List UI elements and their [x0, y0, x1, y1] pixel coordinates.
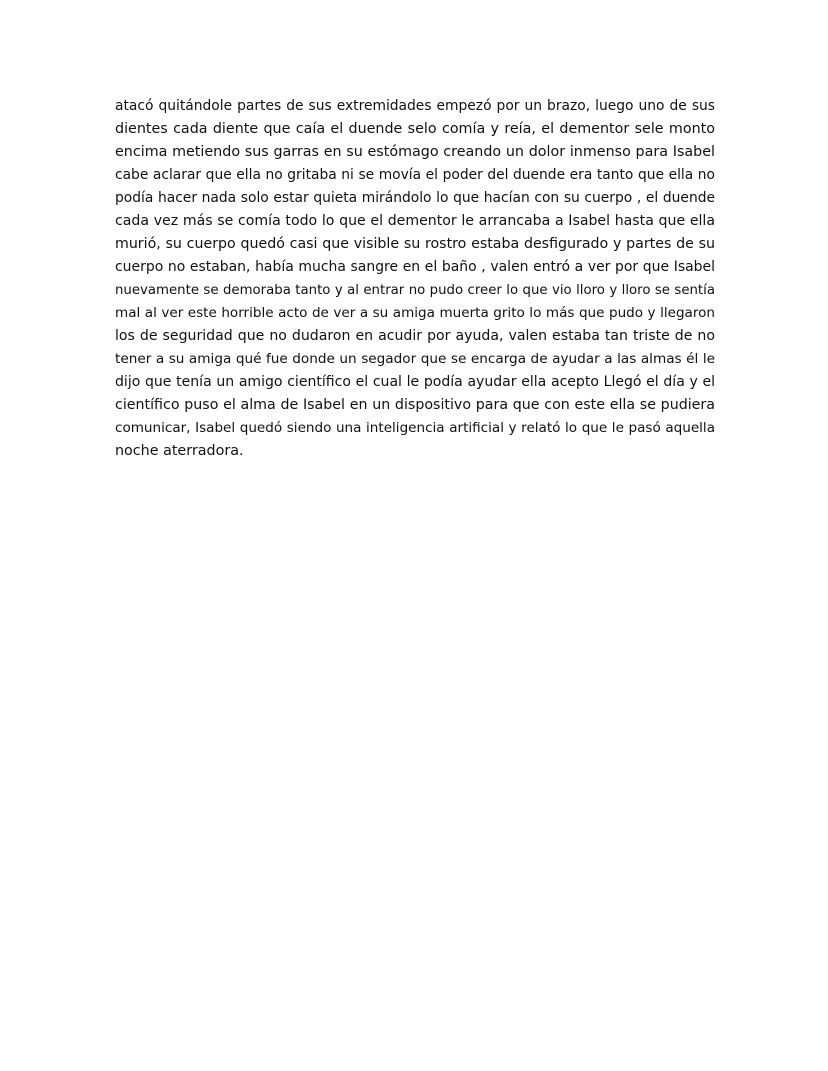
paragraph-line: cuerpo no estaban, había mucha sangre en el baño , valen entró a ver por que Isabel [115, 259, 715, 275]
paragraph-line: noche aterradora. [115, 443, 244, 459]
paragraph-line: tener a su amiga qué fue donde un segador que se encarga de ayudar a las almas él le [115, 351, 715, 367]
paragraph-line: murió, su cuerpo quedó casi que visible su rostro estaba desfigurado y partes de su [115, 236, 715, 252]
paragraph-line: atacó quitándole partes de sus extremidades empezó por un brazo, luego uno de sus [115, 98, 715, 114]
paragraph-line: comunicar, Isabel quedó siendo una inteligencia artificial y relató lo que le pasó aquella [115, 420, 715, 436]
paragraph-line: cada vez más se comía todo lo que el dementor le arrancaba a Isabel hasta que ella [115, 213, 715, 229]
paragraph-line: mal al ver este horrible acto de ver a su amiga muerta grito lo más que pudo y llegaron [115, 305, 715, 321]
paragraph-line: dientes cada diente que caía el duende selo comía y reía, el dementor sele monto [115, 121, 715, 137]
paragraph-line: dijo que tenía un amigo científico el cual le podía ayudar ella acepto Llegó el día y el [115, 374, 715, 390]
body-paragraph [115, 95, 715, 463]
paragraph-line: nuevamente se demoraba tanto y al entrar no pudo creer lo que vio lloro y lloro se sentía [115, 283, 715, 298]
paragraph-line: los de seguridad que no dudaron en acudir por ayuda, valen estaba tan triste de no [115, 328, 715, 344]
paragraph-line: cabe aclarar que ella no gritaba ni se movía el poder del duende era tanto que ella no [115, 167, 715, 183]
paragraph-line: encima metiendo sus garras en su estómago creando un dolor inmenso para Isabel [115, 144, 715, 160]
paragraph-line: podía hacer nada solo estar quieta mirándolo lo que hacían con su cuerpo , el duende [115, 190, 715, 206]
paragraph-line: científico puso el alma de Isabel en un dispositivo para que con este ella se pudiera [115, 397, 715, 413]
